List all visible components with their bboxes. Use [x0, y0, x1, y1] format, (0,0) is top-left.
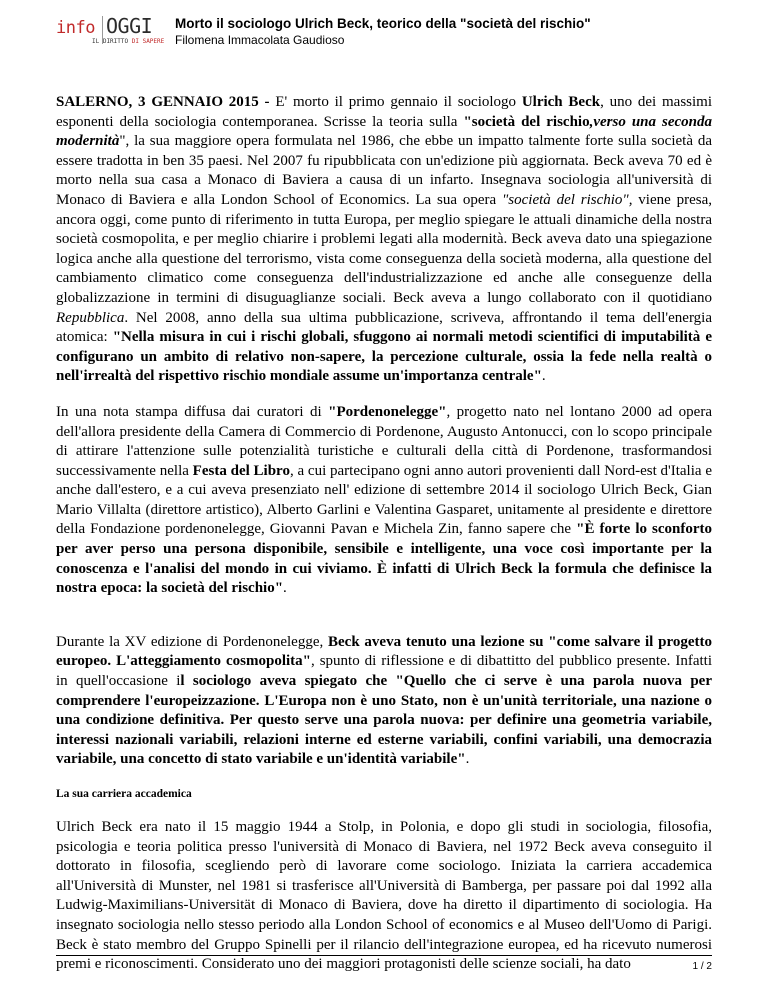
page-header	[0, 0, 768, 58]
quote: l sociologo aveva spiegato che "Quello che ci serve è una parola nuova per comprendere l'europeizzazione. L'Europa non è uno Stato, non è un'unità territoriale, una nazione o una condizione definitiva. Per questo serve una parola nuova: per definire una geometria variabile, interessi nazionali variabili, relazioni interne ed esterne variabili, confini variabili, una democrazia variabile, una concetto di stato variabile e un'identità variabile"	[56, 673, 712, 768]
paragraph-4: Ulrich Beck era nato il 15 maggio 1944 a Stolp, in Polonia, e dopo gli studi in sociologia, filosofia, psicologia e teoria politica presso l'università di Monaco di Baviera, nel 1972 Beck aveva conseguito il dottorato in filosofia, scegliendo però di lavorare come sociologo. Iniziata la carriera accademica all'Università di Munster, nel 1981 si trasferisce all'Università di Bamberga, per passare poi dal 1992 alla Ludwig-Maximilians-Universität di Monaco di Baviera, dove ha diretto il dipartimento di sociologia. Ha insegnato sociologia nello stesso periodo alla London School of economics e al Museo dell'Uomo di Parigi. Beck è stato membro del Gruppo Spinelli per il rilancio dell'integrazione europea, ed ha ricevuto numerosi premi e riconoscimenti. Considerato uno dei maggiori protagonisti delle scienze sociali, ha dato	[56, 819, 712, 973]
quote: "È forte lo sconforto per aver perso una persona disponibile, sensibile e intelligente, una voce così importante per la conoscenza e l'analisi del mondo in cui viviamo. È infatti di Ulrich Beck la formula che definisce la nostra epoca: la società del rischio"	[56, 521, 712, 597]
text-run: , a cui partecipano ogni anno autori provenienti dall Nord-est d'Italia e anche dall'estero, e a cui aveva presenziato nell' edizione di settembre 2014 il sociologo Ulrich Beck, Gian Mario Villalta (direttore artistico), Alberto Garlini e Valentina Gasparet, unitamente al presidente e direttore della Fondazione pordenonelegge, Giovanni Pavan e Michela Zin, fanno sapere che	[56, 462, 712, 538]
logo-oggi-text: OGGI	[106, 14, 153, 38]
book-title-a: "società del rischio	[463, 113, 590, 130]
footer-divider	[56, 955, 712, 956]
paragraph-3	[56, 633, 712, 770]
document-title: Morto il sociologo Ulrich Beck, teorico della "società del rischio"	[175, 16, 591, 31]
person-name: Ulrich Beck	[521, 94, 601, 110]
text-run: .	[283, 580, 287, 597]
text-run: , uno dei massimi esponenti della sociologia contemporanea. Scrisse la teoria sulla	[56, 94, 713, 130]
text-run: viene presa, ancora oggi, come punto di riferimento in tutta Europa, per meglio spiegare le attuali dinamiche della nostra società cosmopolita, e per meglio chiarire i problemi legati alla modernità. Beck aveva dato una spiegazione logica anche alla questione del terrorismo, vista come conseguenza della società moderna, alla questione del cambiamento climatico come conseguenza dell'industrializzazione ed anche alle conseguenze della globalizzazione in termini di disuguaglianze sociali. Beck aveva a lungo collaborato con il quotidiano	[56, 191, 713, 306]
festival-name: Festa del Libro	[192, 462, 290, 479]
dateline: SALERNO, 3 GENNAIO 2015 -	[56, 94, 276, 110]
book-title-b: ,verso una seconda modernità	[56, 113, 712, 150]
paragraph-2	[56, 403, 712, 599]
logo-tagline	[92, 38, 164, 45]
text-run: , spunto di riflessione e di dibattitto del pubblico presente. Infatti in quell'occasione i	[56, 653, 712, 690]
work-title: "società del rischio",	[502, 191, 633, 208]
text-run: .	[541, 368, 546, 385]
infooggi-logo	[56, 14, 164, 46]
text-run: , progetto nato nel lontano 2000 ad opera dell'allora presidente della Camera di Commercio di Pordenone, Augusto Antonucci, con lo scopo principale di attirare l'attenzione sulle potenzialità turistiche e culturali della città di Pordenone, trasformandosi successivamente nella	[56, 403, 712, 479]
newspaper-name: Repubblica	[56, 309, 125, 326]
text-run: In una nota stampa diffusa dai curatori di	[56, 403, 329, 420]
organization-name: "Pordenonelegge"	[328, 403, 447, 420]
document-author: Filomena Immacolata Gaudioso	[175, 33, 345, 47]
text-run: E' morto il primo gennaio il sociologo	[275, 94, 522, 110]
lecture-title: Beck aveva tenuto una lezione su "come salvare il progetto europeo. L'atteggiamento cosmopolita"	[56, 633, 712, 670]
logo-info-text: info	[56, 18, 95, 38]
text-run: .	[465, 751, 470, 768]
article-body	[56, 93, 712, 991]
quote: "Nella misura in cui i rischi globali, sfuggono ai normali metodi scientifici di imputabilità e configurano un ambito di relativo non-sapere, la percezione culturale, ossia la fede nella realtà o nell'irrealtà del rispettivo rischio mondiale assume un'importanza centrale"	[56, 329, 712, 385]
logo-tagline-2: DI SAPERE	[131, 38, 165, 45]
section-subheading: La sua carriera accademica	[56, 788, 192, 800]
logo-tagline-1: IL DIRITTO	[92, 38, 129, 45]
page-number: 1 / 2	[692, 961, 712, 972]
text-run: . Nel 2008, anno della sua ultima pubblicazione, scriveva, affrontando il tema dell'energia atomica:	[56, 309, 712, 346]
paragraph-1	[56, 93, 712, 387]
text-run: Durante la XV edizione di Pordenonelegge,	[56, 633, 328, 650]
text-run: ", la sua maggiore opera formulata nel 1986, che ebbe un impatto talmente forte sulla società da essere tradotta in ben 35 paesi. Nel 2007 fu ripubblicata con un'edizione più aggiornata. Beck aveva 70 ed è morto nella sua casa a Monaco di Baviera a causa di un infarto. Insegnava sociologia all'università di Monaco di Baviera e alla London School of Economics. La sua opera	[56, 133, 712, 208]
